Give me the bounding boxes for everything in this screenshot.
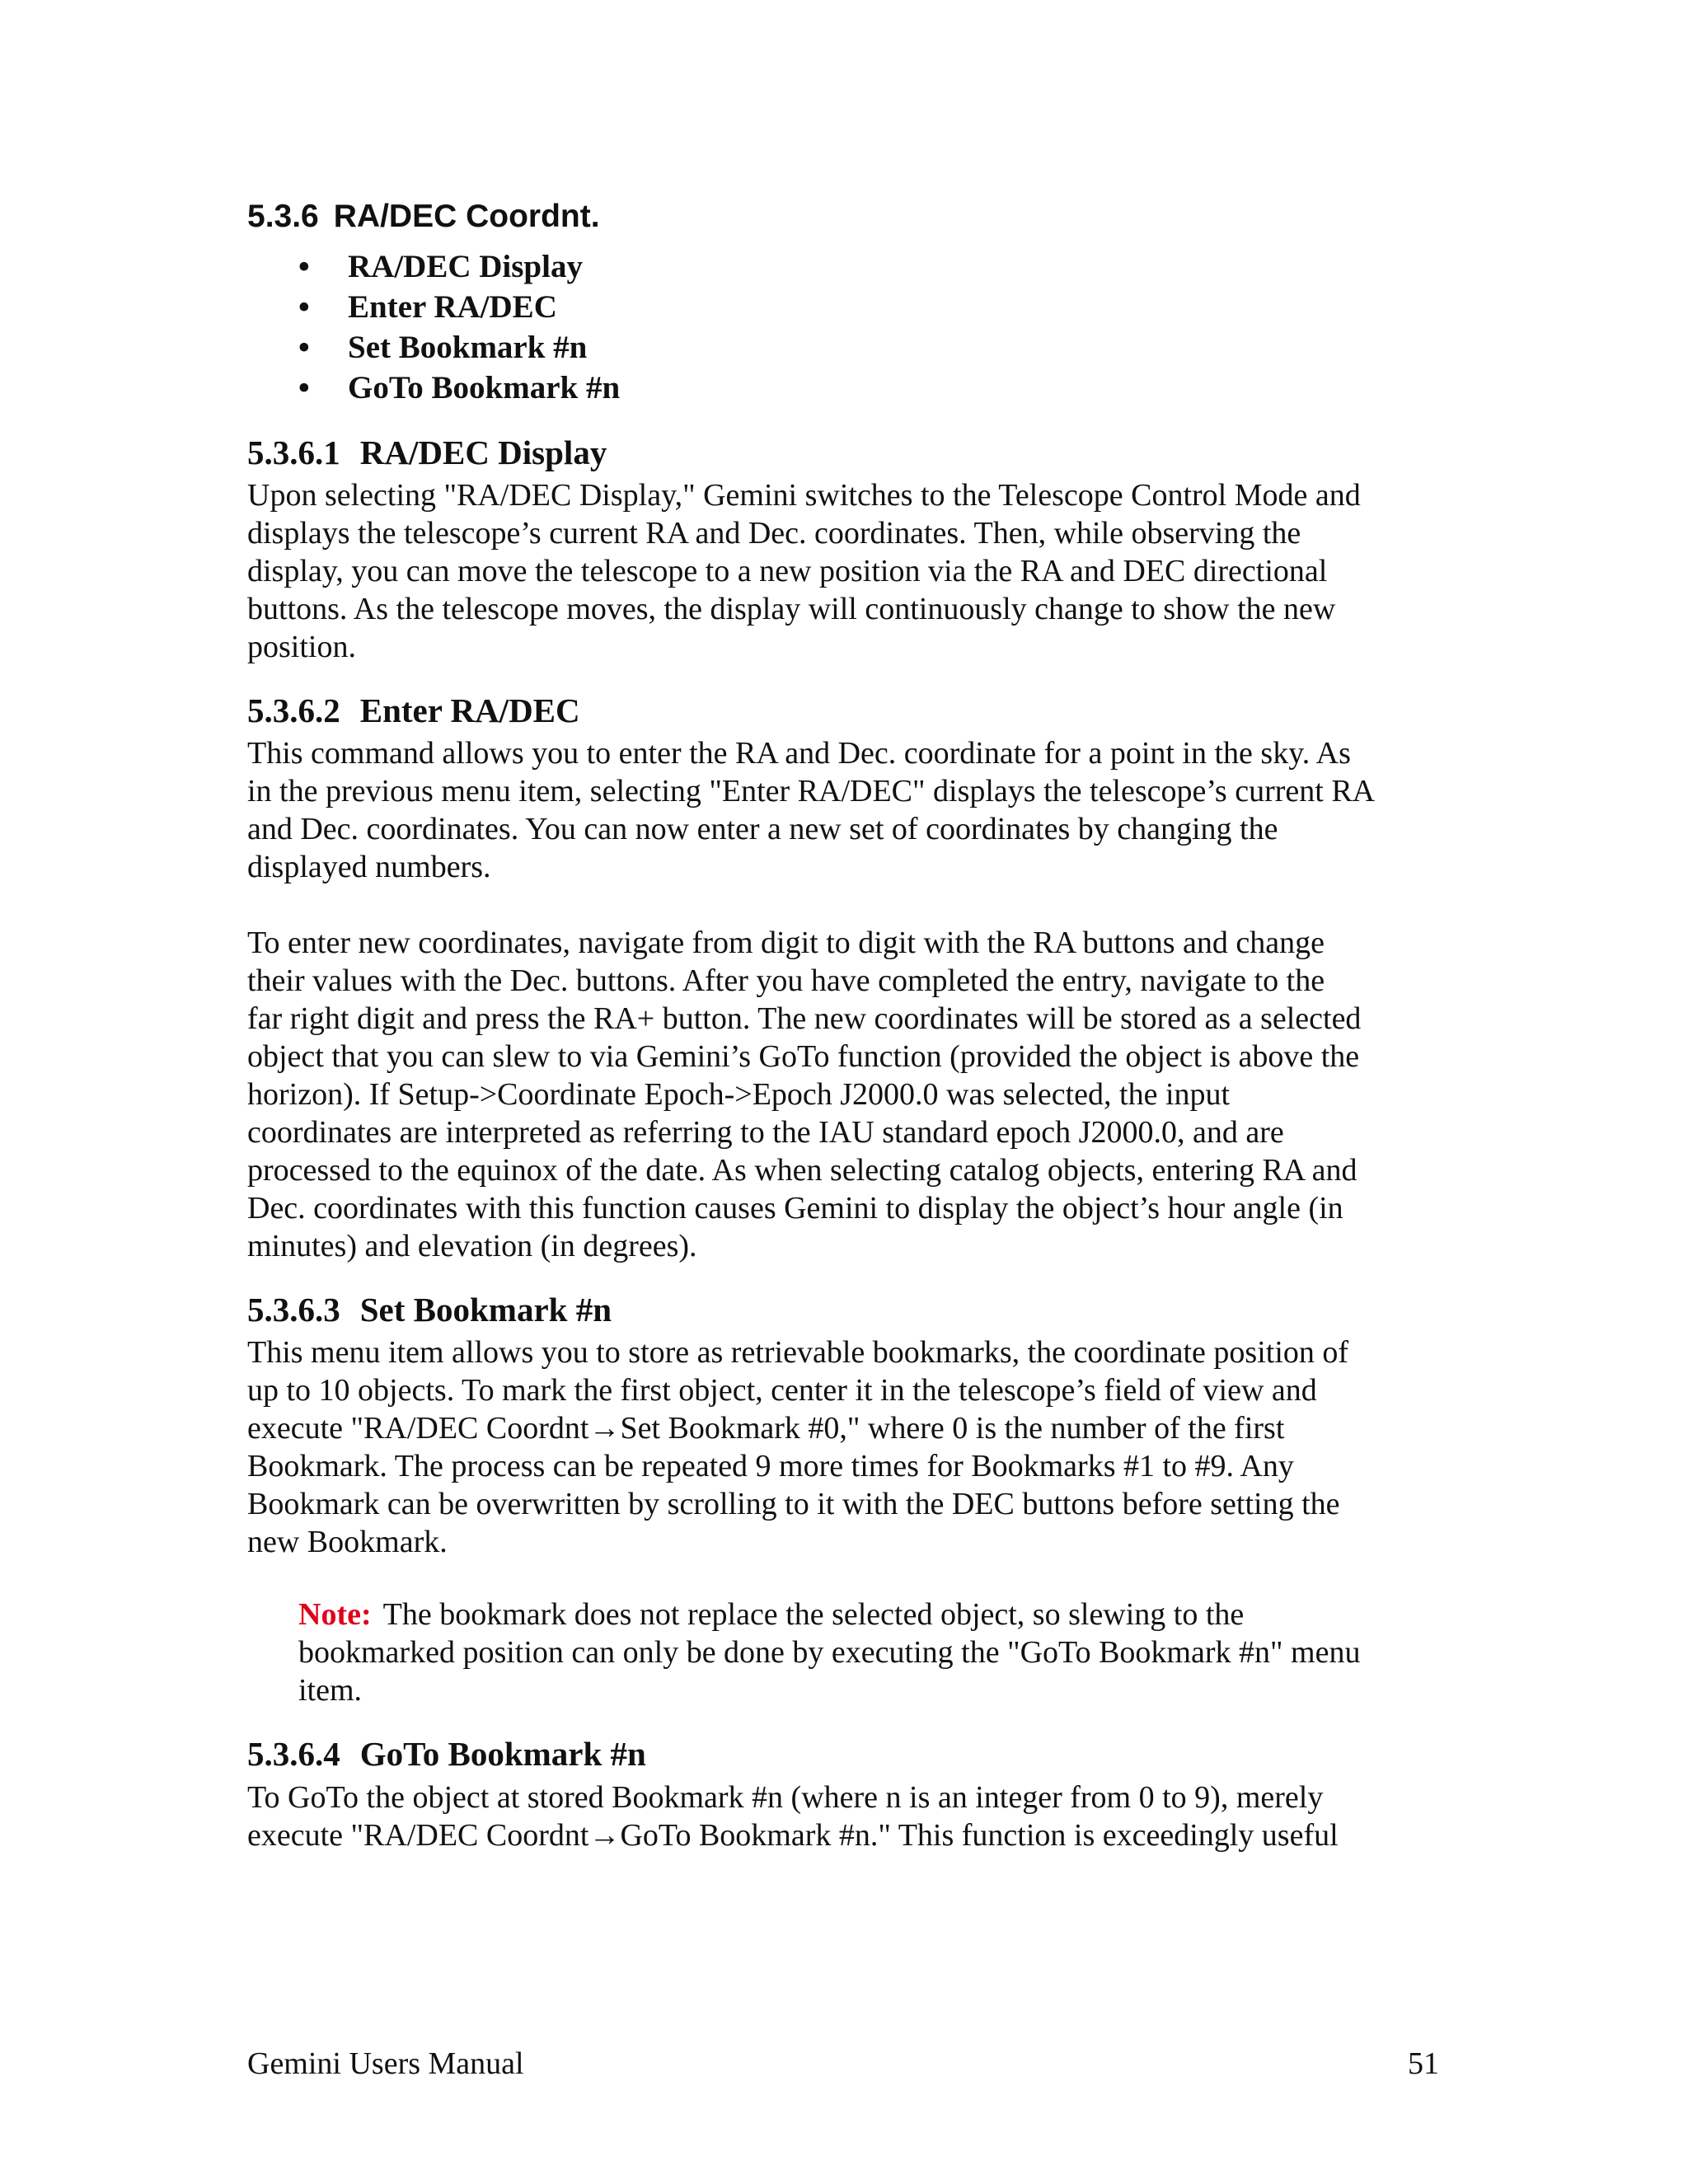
subsection-heading-goto-bookmark bbox=[247, 1734, 1451, 1774]
paragraph: To enter new coordinates, navigate from digit to digit with the RA buttons and change their values with the Dec. buttons. After you have completed the entry, navigate to the far right digit and press the RA+ button. The new coordinates will be stored as a selected object that you can slew to via Gemini’s GoTo function (provided the object is above the horizon). If Setup->Coordinate Epoch->Epoch J2000.0 was selected, the input coordinates are interpreted as referring to the IAU standard epoch J2000.0, and are processed to the equinox of the date. As when selecting catalog objects, entering RA and Dec. coordinates with this function causes Gemini to display the object’s hour angle (in minutes) and elevation (in degrees). bbox=[247, 926, 1362, 1264]
subsection-heading-set-bookmark bbox=[247, 1290, 1451, 1330]
manual-page bbox=[247, 198, 1451, 1854]
footer-title: Gemini Users Manual bbox=[247, 2046, 524, 2081]
bullet-icon: • bbox=[298, 369, 310, 405]
subsection-heading-radec-display bbox=[247, 433, 1451, 473]
list-item: • RA/DEC Display bbox=[247, 246, 1451, 287]
subsection-number: 5.3.6.4 bbox=[247, 1735, 340, 1774]
subsection-title: RA/DEC Display bbox=[359, 433, 607, 471]
subsection-title: GoTo Bookmark #n bbox=[359, 1735, 646, 1774]
section-heading bbox=[247, 198, 1451, 237]
menu-items-list bbox=[247, 246, 1451, 408]
paragraph: To GoTo the object at stored Bookmark #n (where n is an integer from 0 to 9), merely execute "RA/DEC Coordnt→GoTo Bookmark #n." This function is exceedingly useful bbox=[247, 1779, 1339, 1853]
paragraph: Upon selecting "RA/DEC Display," Gemini switches to the Telescope Control Mode and displays the telescope’s current RA and Dec. coordinates. Then, while observing the display, you can move the telescope to a new position via the RA and DEC directional buttons. As the telescope moves, the display will continuously change to show the new position. bbox=[247, 477, 1361, 664]
section-title: RA/DEC Coordnt. bbox=[333, 199, 600, 234]
subsection-number: 5.3.6.1 bbox=[247, 433, 340, 471]
paragraph: This menu item allows you to store as retrievable bookmarks, the coordinate position of up to 10 objects. To mark the first object, center it in the telescope’s field of view and execute "RA/DEC Coordnt→Set Bookmark #0," where 0 is the number of the first Bookmark. The process can be repeated 9 more times for Bookmarks #1 to #9. Any Bookmark can be overwritten by scrolling to it with the DEC buttons before setting the new Bookmark. bbox=[247, 1335, 1349, 1560]
bullet-icon: • bbox=[298, 248, 310, 284]
subsection-title: Set Bookmark #n bbox=[359, 1291, 612, 1329]
list-item: • Set Bookmark #n bbox=[247, 327, 1451, 368]
bullet-icon: • bbox=[298, 329, 310, 365]
note-block bbox=[298, 1596, 1451, 1709]
subsection-title: Enter RA/DEC bbox=[359, 691, 580, 729]
section-number: 5.3.6 bbox=[247, 199, 319, 234]
note-label: Note: bbox=[298, 1597, 372, 1633]
subsection-number: 5.3.6.2 bbox=[247, 691, 340, 729]
list-item: • GoTo Bookmark #n bbox=[247, 368, 1451, 408]
page-footer bbox=[247, 2046, 1439, 2082]
paragraph: This command allows you to enter the RA and Dec. coordinate for a point in the sky. As in the previous menu item, selecting "Enter RA/DEC" displays the telescope’s current RA and Dec. coordinates. You can now enter a new set of coordinates by changing the displayed numbers. bbox=[247, 736, 1376, 885]
subsection-number: 5.3.6.3 bbox=[247, 1291, 340, 1329]
list-item: • Enter RA/DEC bbox=[247, 287, 1451, 327]
page-number: 51 bbox=[1408, 2046, 1439, 2081]
bullet-icon: • bbox=[298, 288, 310, 325]
subsection-heading-enter-radec bbox=[247, 691, 1451, 731]
note-text: The bookmark does not replace the selected object, so slewing to the bookmarked position can only be done by executing the "GoTo Bookmark #n" menu item. bbox=[298, 1597, 1361, 1708]
